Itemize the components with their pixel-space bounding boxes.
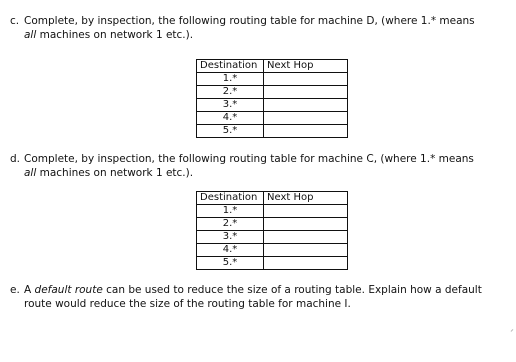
next-hop-cell[interactable]	[264, 205, 348, 218]
header-destination: Destination	[197, 192, 264, 205]
question-c	[10, 14, 500, 42]
destination-cell: 2.*	[197, 218, 264, 231]
next-hop-cell[interactable]	[264, 112, 348, 125]
header-destination: Destination	[197, 60, 264, 73]
next-hop-cell[interactable]	[264, 99, 348, 112]
destination-cell: 3.*	[197, 99, 264, 112]
question-e-line1	[24, 283, 500, 297]
corner-mark	[511, 329, 516, 334]
question-c-line1: Complete, by inspection, the following routing table for machine D, (where 1.* means	[24, 15, 475, 27]
question-c-line2	[24, 28, 500, 42]
question-d-emphasis: all	[24, 167, 37, 179]
header-next-hop: Next Hop	[264, 60, 348, 73]
destination-cell: 5.*	[197, 125, 264, 138]
table-row	[197, 205, 348, 218]
question-e-line1-pre: A	[24, 284, 35, 296]
destination-cell: 4.*	[197, 244, 264, 257]
destination-cell: 4.*	[197, 112, 264, 125]
table-row	[197, 257, 348, 270]
question-c-line2-rest: machines on network 1 etc.).	[36, 29, 194, 41]
next-hop-cell[interactable]	[264, 257, 348, 270]
destination-cell: 5.*	[197, 257, 264, 270]
question-c-emphasis: all	[24, 29, 37, 41]
question-d	[10, 152, 500, 180]
next-hop-cell[interactable]	[264, 231, 348, 244]
question-d-line1: Complete, by inspection, the following routing table for machine C, (where 1.* means	[24, 153, 474, 165]
table-row	[197, 99, 348, 112]
next-hop-cell[interactable]	[264, 218, 348, 231]
destination-cell: 1.*	[197, 73, 264, 86]
next-hop-cell[interactable]	[264, 86, 348, 99]
table-row	[197, 218, 348, 231]
destination-cell: 3.*	[197, 231, 264, 244]
table-row	[197, 112, 348, 125]
question-c-letter: c.	[10, 15, 20, 27]
question-e-emphasis: default route	[34, 284, 103, 296]
next-hop-cell[interactable]	[264, 125, 348, 138]
question-d-line2-rest: machines on network 1 etc.).	[36, 167, 194, 179]
routing-table-machine-d	[196, 59, 348, 138]
question-d-letter: d.	[10, 153, 21, 165]
destination-cell: 2.*	[197, 86, 264, 99]
table-header-row	[197, 60, 348, 73]
question-e-line1-post: can be used to reduce the size of a routing table. Explain how a default	[102, 284, 482, 296]
table-row	[197, 73, 348, 86]
table-row	[197, 244, 348, 257]
question-e	[10, 283, 500, 311]
next-hop-cell[interactable]	[264, 73, 348, 86]
next-hop-cell[interactable]	[264, 244, 348, 257]
table-row	[197, 231, 348, 244]
question-e-letter: e.	[10, 284, 20, 296]
routing-table-machine-c	[196, 191, 348, 270]
table-row	[197, 86, 348, 99]
destination-cell: 1.*	[197, 205, 264, 218]
table-header-row	[197, 192, 348, 205]
question-e-line2: route would reduce the size of the routing table for machine I.	[24, 298, 351, 310]
question-d-line2	[24, 166, 500, 180]
table-row	[197, 125, 348, 138]
header-next-hop: Next Hop	[264, 192, 348, 205]
